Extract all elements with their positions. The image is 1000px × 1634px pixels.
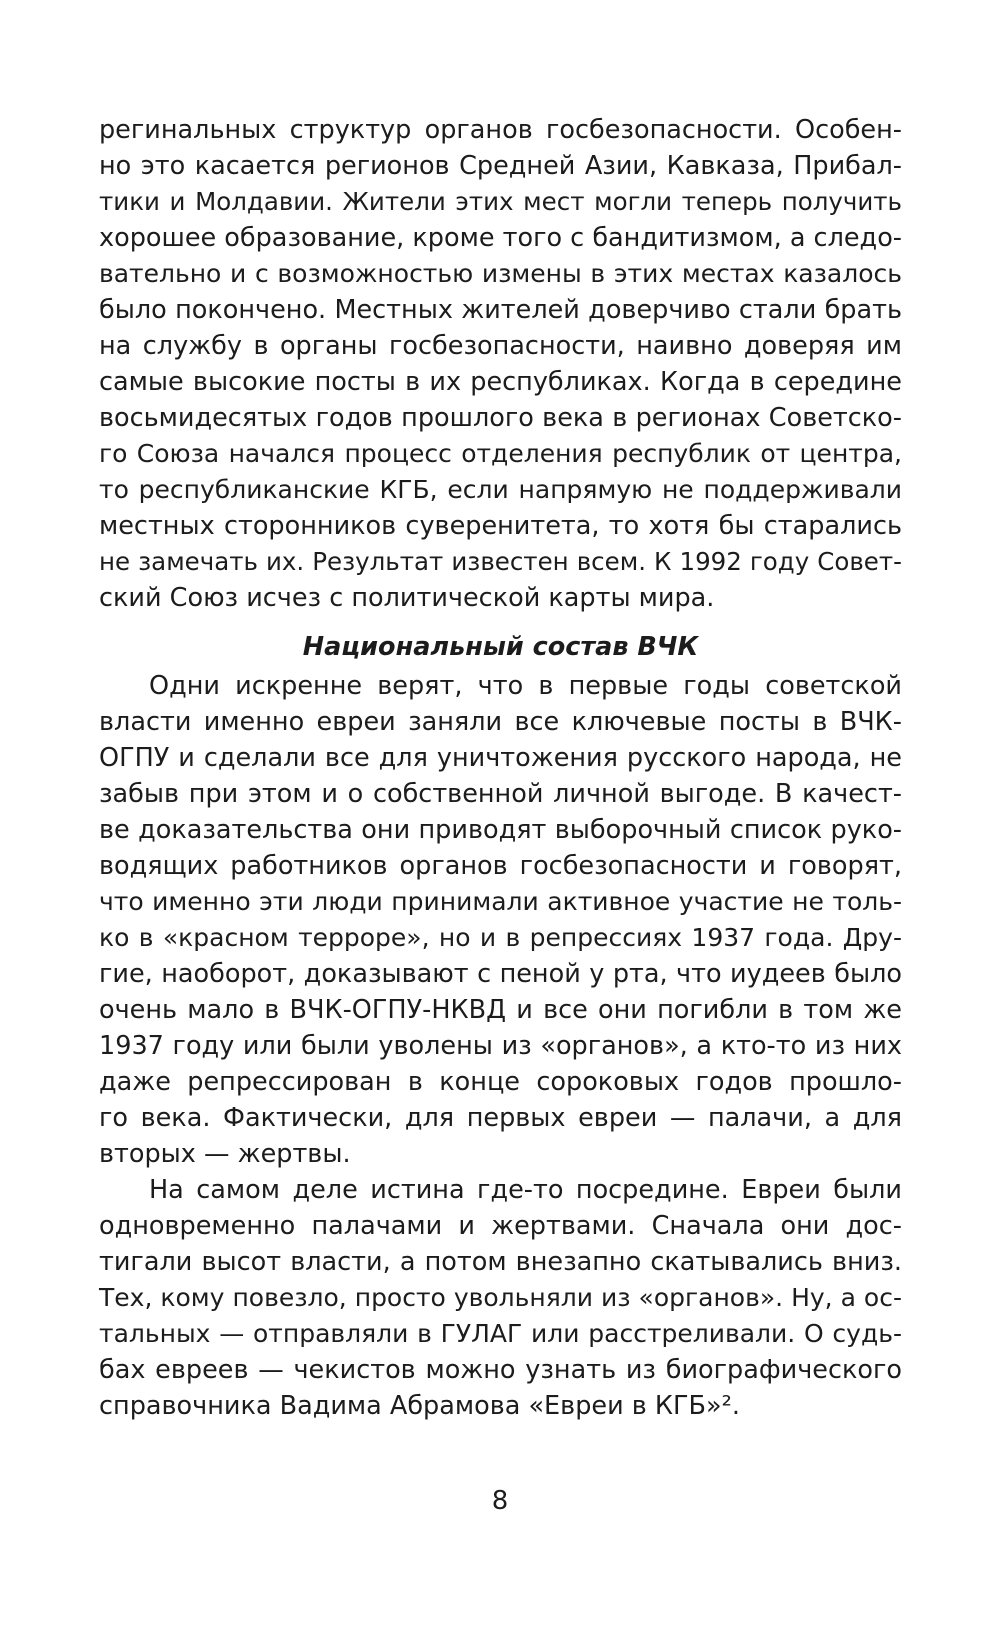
text-line: хорошее образование, кроме того с бандитизмом, а следо-: [99, 223, 902, 253]
text-line: восьмидесятых годов прошлого века в регионах Советско-: [99, 403, 902, 433]
text-line: бах евреев — чекистов можно узнать из биографического: [99, 1355, 902, 1385]
page-number: 8: [491, 1486, 509, 1516]
section-heading: Национальный состав ВЧК: [302, 632, 699, 662]
text-line: не замечать их. Результат известен всем. К 1992 году Совет-: [99, 547, 902, 576]
text-line: тигали высот власти, а потом внезапно скатывались вниз.: [99, 1247, 902, 1277]
text-line: самые высокие посты в их республиках. Когда в середине: [99, 367, 902, 397]
text-line: го Союза начался процесс отделения республик от центра,: [99, 439, 902, 468]
paragraph-1: [99, 112, 902, 616]
text-line: местных сторонников суверенитета, то хотя бы старались: [99, 511, 902, 541]
page-body: [99, 112, 902, 1424]
text-line: то республиканские КГБ, если напрямую не поддерживали: [99, 475, 902, 504]
text-line: гие, наоборот, доказывают с пеной у рта, что иудеев было: [99, 959, 902, 989]
text-line: вторых — жертвы.: [99, 1139, 351, 1169]
text-line: Одни искренне верят, что в первые годы советской: [149, 671, 902, 701]
text-line: было покончено. Местных жителей доверчиво стали брать: [99, 295, 902, 325]
paragraph-3: [99, 1172, 902, 1424]
text-line: забыв при этом и о собственной личной выгоде. В качест-: [99, 779, 902, 809]
text-line: ОГПУ и сделали все для уничтожения русского народа, не: [99, 743, 902, 773]
text-line: власти именно евреи заняли все ключевые посты в ВЧК-: [99, 707, 902, 737]
text-line: вательно и с возможностью измены в этих местах казалось: [99, 259, 902, 288]
text-line: водящих работников органов госбезопасности и говорят,: [99, 851, 902, 881]
text-line: ве доказательства они приводят выборочный список руко-: [99, 815, 902, 845]
text-line: но это касается регионов Средней Азии, Кавказа, Прибал-: [99, 151, 902, 181]
text-line: одновременно палачами и жертвами. Сначала они дос-: [99, 1211, 902, 1241]
text-line: даже репрессирован в конце сороковых годов прошло-: [99, 1067, 902, 1097]
text-line: го века. Фактически, для первых евреи — палачи, а для: [99, 1103, 902, 1133]
text-line: тальных — отправляли в ГУЛАГ или расстреливали. О судь-: [99, 1319, 902, 1348]
text-line: тики и Молдавии. Жители этих мест могли теперь получить: [99, 187, 902, 216]
text-line: что именно эти люди принимали активное участие не толь-: [99, 887, 902, 916]
text-line: Тех, кому повезло, просто увольняли из «органов». Ну, а ос-: [99, 1283, 902, 1312]
text-line: На самом деле истина где-то посредине. Евреи были: [149, 1175, 902, 1205]
text-line: регинальных структур органов госбезопасности. Особен-: [99, 115, 902, 145]
text-line: ко в «красном терроре», но и в репрессиях 1937 года. Дру-: [99, 923, 902, 952]
text-line: очень мало в ВЧК-ОГПУ-НКВД и все они погибли в том же: [99, 995, 902, 1025]
paragraph-2: [99, 668, 902, 1172]
text-line: на службу в органы госбезопасности, наивно доверяя им: [99, 331, 902, 361]
text-line: ский Союз исчез с политической карты мира.: [99, 583, 715, 613]
text-line: справочника Вадима Абрамова «Евреи в КГБ»².: [99, 1391, 740, 1421]
text-line: 1937 году или были уволены из «органов», а кто-то из них: [99, 1031, 902, 1061]
